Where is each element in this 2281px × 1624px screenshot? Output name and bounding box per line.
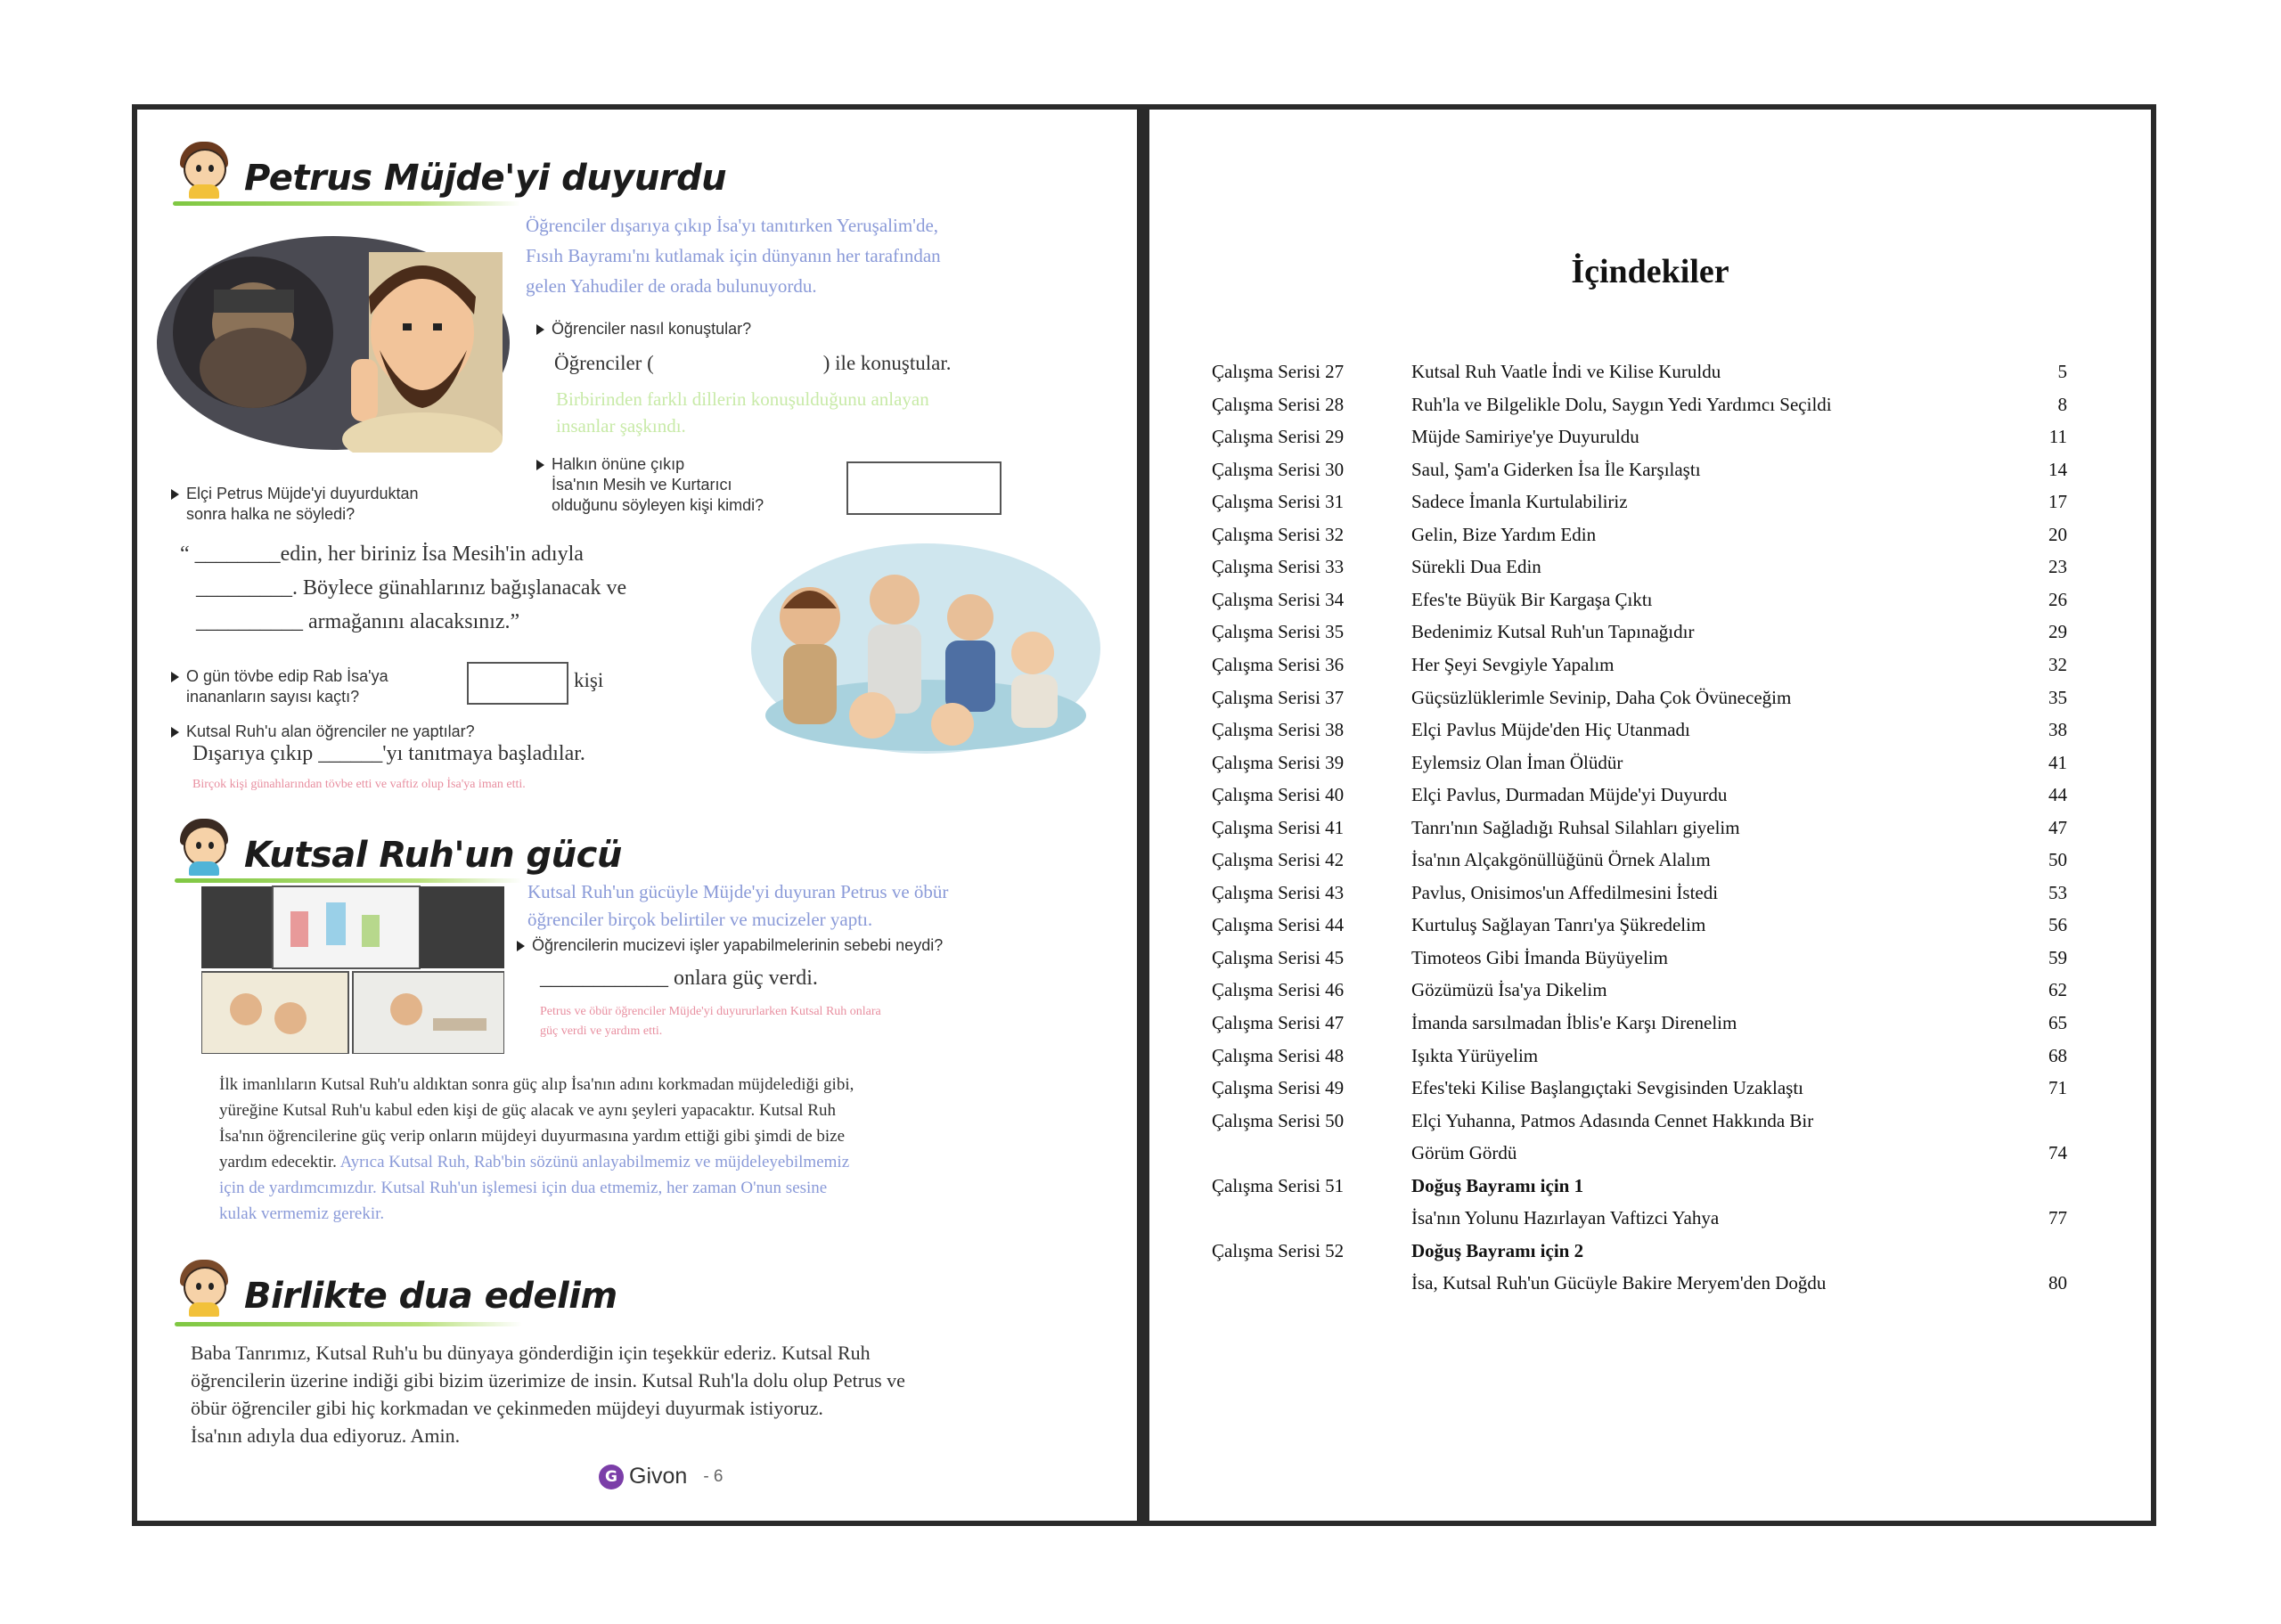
toc-row[interactable] [1212, 1207, 2067, 1239]
toc-row[interactable] [1212, 1110, 2067, 1142]
toc-row[interactable] [1212, 1012, 2067, 1044]
toc-page-number: 50 [2048, 849, 2067, 871]
toc-series-label: Çalışma Serisi 41 [1212, 816, 1345, 838]
left-page [132, 104, 1142, 1526]
answer-what-did: Dışarıya çıkıp ______'yı tanıtmaya başladılar. [192, 742, 585, 765]
toc-series-label: Çalışma Serisi 34 [1212, 588, 1345, 610]
toc-series-label: Çalışma Serisi 47 [1212, 1012, 1345, 1033]
toc-entry-title: Güçsüzlüklerimle Sevinip, Daha Çok Övüneceğim [1411, 686, 1792, 708]
toc-row[interactable] [1212, 719, 2067, 751]
bullet-triangle-icon [536, 324, 544, 335]
section3-heading [173, 1254, 617, 1317]
toc-page-number: 23 [2048, 556, 2067, 578]
toc-series-label: Çalışma Serisi 37 [1212, 686, 1345, 708]
toc-row[interactable] [1212, 1175, 2067, 1207]
girl-mascot-icon [173, 136, 235, 199]
answer-how-spoke: Öğrenciler ( ) ile konuştular. [554, 352, 952, 374]
toc-row[interactable] [1212, 394, 2067, 426]
toc-series-label: Çalışma Serisi 52 [1212, 1239, 1345, 1261]
toc-entry-title: Elçi Pavlus Müjde'den Hiç Utanmadı [1411, 719, 1690, 741]
toc-series-label: Çalışma Serisi 40 [1212, 784, 1345, 806]
toc-series-label: Çalışma Serisi 43 [1212, 881, 1345, 903]
toc-series-label: Çalışma Serisi 50 [1212, 1109, 1345, 1131]
toc-page-number: 56 [2048, 914, 2067, 936]
toc-entry-title: Efes'te Büyük Bir Kargaşa Çıktı [1411, 588, 1653, 610]
toc-page-number: 74 [2048, 1142, 2067, 1164]
toc-page-number: 47 [2048, 816, 2067, 838]
toc-entry-title: Doğuş Bayramı için 1 [1411, 1174, 1584, 1196]
toc-page-number: 8 [2057, 393, 2067, 415]
toc-page-number: 29 [2048, 621, 2067, 643]
toc-entry-title: Efes'teki Kilise Başlangıçtaki Sevgisinden Uzaklaştı [1411, 1077, 1804, 1099]
bullet-triangle-icon [171, 489, 179, 500]
hint-holy-spirit: Petrus ve öbür öğrenciler Müjde'yi duyururlarken Kutsal Ruh onlara güç verdi ve yardım etti. [540, 1005, 881, 1038]
toc-series-label: Çalışma Serisi 33 [1212, 556, 1345, 578]
toc-entry-title: Sadece İmanla Kurtulabiliriz [1411, 491, 1628, 513]
bullet-triangle-icon [517, 941, 525, 951]
toc-series-label: Çalışma Serisi 44 [1212, 914, 1345, 936]
toc-series-label: Çalışma Serisi 31 [1212, 491, 1345, 513]
toc-entry-title: Işıkta Yürüyelim [1411, 1044, 1539, 1066]
section2-paragraph: İlk imanlıların Kutsal Ruh'u aldıktan sonra güç alıp İsa'nın adını korkmadan müjdelediği gibi, yüreğine Kutsal Ruh'u kabul eden kişi de güç alacak ve aynı şeyleri yapacaktır. Kutsal Ruh İsa'nın öğrencilerine güç verip onların müjdeyi duyurmasına yardım ettiği gibi şimdi de bize yardım edecektir. Ayrıca Kutsal Ruh, Rab'bin sözünü anlayabilmemiz ve müjdeleyebilmemiz için de yardımcımızdır. Kutsal Ruh'un işlemesi için dua etmemiz, her zaman O'nun sesine kulak vermemiz gerekir. [219, 1075, 854, 1223]
section2-title: Kutsal Ruh'un gücü [244, 835, 622, 876]
bullet-triangle-icon [171, 672, 179, 682]
toc-row[interactable] [1212, 361, 2067, 393]
toc-series-label: Çalışma Serisi 36 [1212, 653, 1345, 675]
toc-series-label: Çalışma Serisi 38 [1212, 719, 1345, 741]
toc-page-number: 5 [2057, 361, 2067, 382]
question-what-said: Elçi Petrus Müjde'yi duyurduktan sonra halka ne söyledi? [171, 484, 419, 525]
toc-page-number: 20 [2048, 523, 2067, 545]
toc-row[interactable] [1212, 947, 2067, 979]
toc-series-label: Çalışma Serisi 49 [1212, 1077, 1345, 1099]
bullet-triangle-icon [536, 460, 544, 470]
girl-mascot-icon [173, 1254, 235, 1317]
toc-row[interactable] [1212, 621, 2067, 653]
toc-entry-title: İsa'nın Yolunu Hazırlayan Vaftizci Yahya [1411, 1207, 1720, 1229]
page-footer [599, 1464, 724, 1489]
section1-underline [173, 201, 520, 206]
toc-row[interactable] [1212, 1142, 2067, 1174]
toc-page-number: 65 [2048, 1012, 2067, 1033]
toc-entry-title: Görüm Gördü [1411, 1142, 1517, 1164]
baptism-illustration [748, 537, 1104, 755]
toc-page-number: 53 [2048, 881, 2067, 903]
hint-baptism: Birçok kişi günahlarından tövbe etti ve vaftiz olup İsa'ya iman etti. [192, 778, 526, 791]
toc-row[interactable] [1212, 687, 2067, 719]
toc-row[interactable] [1212, 979, 2067, 1011]
toc-page-number: 11 [2048, 426, 2067, 448]
toc-series-label: Çalışma Serisi 45 [1212, 946, 1345, 968]
toc-row[interactable] [1212, 817, 2067, 849]
toc-page-number: 41 [2048, 751, 2067, 773]
question-who-spoke: Halkın önüne çıkıp İsa'nın Mesih ve Kurtarıcı olduğunu söyleyen kişi kimdi? [536, 454, 764, 516]
toc-page-number: 77 [2048, 1207, 2067, 1229]
toc-series-label: Çalışma Serisi 46 [1212, 979, 1345, 1001]
toc-row[interactable] [1212, 914, 2067, 946]
toc-series-label: Çalışma Serisi 32 [1212, 523, 1345, 545]
toc-page-number: 17 [2048, 491, 2067, 513]
toc-entry-title: Pavlus, Onisimos'un Affedilmesini İstedi [1411, 881, 1719, 903]
right-page [1142, 104, 2156, 1526]
question-how-many: O gün tövbe edip Rab İsa'ya inananların sayısı kaçtı? [171, 666, 388, 707]
toc-page-number: 26 [2048, 588, 2067, 610]
toc-row[interactable] [1212, 1077, 2067, 1109]
toc-series-label: Çalışma Serisi 30 [1212, 458, 1345, 480]
toc-entry-title: Eylemsiz Olan İman Ölüdür [1411, 751, 1623, 773]
toc-page-number: 59 [2048, 946, 2067, 968]
toc-entry-title: Müjde Samiriye'ye Duyuruldu [1411, 426, 1639, 448]
toc-page-number: 71 [2048, 1077, 2067, 1099]
toc-row[interactable] [1212, 426, 2067, 458]
toc-row[interactable] [1212, 556, 2067, 588]
toc-entry-title: Saul, Şam'a Giderken İsa İle Karşılaştı [1411, 458, 1701, 480]
toc-entry-title: Ruh'la ve Bilgelikle Dolu, Saygın Yedi Yardımcı Seçildi [1411, 393, 1832, 415]
toc-entry-title: Gözümüzü İsa'ya Dikelim [1411, 979, 1607, 1001]
toc-row[interactable] [1212, 784, 2067, 816]
toc-series-label: Çalışma Serisi 51 [1212, 1174, 1345, 1196]
toc-page-number: 80 [2048, 1272, 2067, 1294]
hint-languages: Birbirinden farklı dillerin konuşulduğunu anlayan insanlar şaşkındı. [556, 388, 929, 437]
brand-name: Givon [629, 1464, 688, 1489]
toc-entry-title: Elçi Pavlus, Durmadan Müjde'yi Duyurdu [1411, 784, 1728, 806]
toc-entry-title: Tanrı'nın Sağladığı Ruhsal Silahları giyelim [1411, 816, 1740, 838]
bullet-triangle-icon [171, 727, 179, 738]
toc-page-number: 32 [2048, 653, 2067, 675]
toc-page-number: 14 [2048, 458, 2067, 480]
question-what-did: Kutsal Ruh'u alan öğrenciler ne yaptılar? [171, 722, 475, 742]
toc-row[interactable] [1212, 752, 2067, 784]
toc-row[interactable] [1212, 589, 2067, 621]
toc-entry-title: Doğuş Bayramı için 2 [1411, 1239, 1584, 1261]
toc-row[interactable] [1212, 1272, 2067, 1304]
answer-why-miracles: ____________ onlara güç verdi. [540, 967, 818, 990]
toc-series-label: Çalışma Serisi 35 [1212, 621, 1345, 643]
toc-entry-title: İmanda sarsılmadan İblis'e Karşı Direnelim [1411, 1012, 1737, 1033]
answer-box-count[interactable] [467, 662, 568, 705]
boy-mascot-icon [173, 813, 235, 876]
toc-page-number: 44 [2048, 784, 2067, 806]
toc-page-number: 35 [2048, 686, 2067, 708]
toc-row[interactable] [1212, 1045, 2067, 1077]
toc-row[interactable] [1212, 654, 2067, 686]
toc-row[interactable] [1212, 459, 2067, 491]
toc-series-label: Çalışma Serisi 28 [1212, 393, 1345, 415]
toc-entry-title: Gelin, Bize Yardım Edin [1411, 523, 1597, 545]
count-unit: kişi [574, 669, 604, 691]
toc-entry-title: Sürekli Dua Edin [1411, 556, 1541, 578]
section2-intro: Kutsal Ruh'un gücüyle Müjde'yi duyuran Petrus ve öbür öğrenciler birçok belirtiler ve mucizeler yaptı. [527, 881, 949, 930]
question-how-spoke: Öğrenciler nasıl konuştular? [536, 319, 751, 339]
toc-series-label: Çalışma Serisi 29 [1212, 426, 1345, 448]
answer-box-who[interactable] [846, 461, 1002, 515]
toc-page-number: 62 [2048, 979, 2067, 1001]
toc-page-number: 68 [2048, 1044, 2067, 1066]
toc-entry-title: Elçi Yuhanna, Patmos Adasında Cennet Hakkında Bir [1411, 1109, 1814, 1131]
toc-row[interactable] [1212, 849, 2067, 881]
section1-title: Petrus Müjde'yi duyurdu [244, 158, 727, 199]
toc-entry-title: Her Şeyi Sevgiyle Yapalım [1411, 653, 1615, 675]
question-why-miracles: Öğrencilerin mucizevi işler yapabilmelerinin sebebi neydi? [517, 935, 943, 956]
page-number: - 6 [703, 1466, 724, 1486]
toc-series-label: Çalışma Serisi 39 [1212, 751, 1345, 773]
toc-title: İçindekiler [1571, 253, 1729, 290]
section1-heading [173, 136, 726, 199]
peter-quote: “ ________edin, her biriniz İsa Mesih'in adıyla _________. Böylece günahlarınız bağışlanacak ve __________ armağanını alacaksınız.” [180, 543, 627, 633]
toc-series-label: Çalışma Serisi 48 [1212, 1044, 1345, 1066]
section3-title: Birlikte dua edelim [244, 1276, 617, 1317]
toc-row[interactable] [1212, 491, 2067, 523]
toc-entry-title: İsa'nın Alçakgönüllüğünü Örnek Alalım [1411, 849, 1711, 871]
toc-entry-title: Kurtuluş Sağlayan Tanrı'ya Şükredelim [1411, 914, 1706, 936]
toc-row[interactable] [1212, 1240, 2067, 1272]
toc-series-label: Çalışma Serisi 42 [1212, 849, 1345, 871]
section2-heading [173, 813, 622, 876]
peter-preaching-illustration [155, 234, 511, 453]
toc-entry-title: İsa, Kutsal Ruh'un Gücüyle Bakire Meryem'den Doğdu [1411, 1272, 1827, 1294]
toc-entry-title: Kutsal Ruh Vaatle İndi ve Kilise Kuruldu [1411, 361, 1721, 382]
section3-underline [175, 1322, 522, 1326]
toc-row[interactable] [1212, 524, 2067, 556]
toc-series-label: Çalışma Serisi 27 [1212, 361, 1345, 382]
toc-entry-title: Timoteos Gibi İmanda Büyüyelim [1411, 946, 1668, 968]
miracles-comic-panels [201, 885, 504, 1054]
toc-row[interactable] [1212, 882, 2067, 914]
toc-entry-title: Bedenimiz Kutsal Ruh'un Tapınağıdır [1411, 621, 1695, 643]
section1-intro: Öğrenciler dışarıya çıkıp İsa'yı tanıtırken Yeruşalim'de, Fısıh Bayramı'nı kutlamak için dünyanın her tarafından gelen Yahudiler de orada bulunuyordu. [526, 215, 941, 297]
givon-logo-icon: G [599, 1465, 624, 1489]
prayer-text: Baba Tanrımız, Kutsal Ruh'u bu dünyaya gönderdiğin için teşekkür ederiz. Kutsal Ruh öğrencilerin üzerine indiği gibi bizim üzerimize de insin. Kutsal Ruh'la dolu olup Petrus ve öbür öğrenciler gibi hiç korkmadan ve çekinmeden müjdeyi duyurmak istiyoruz. İsa'nın adıyla dua ediyoruz. Amin. [191, 1342, 905, 1447]
toc-page-number: 38 [2048, 719, 2067, 741]
section2-underline [175, 878, 522, 883]
